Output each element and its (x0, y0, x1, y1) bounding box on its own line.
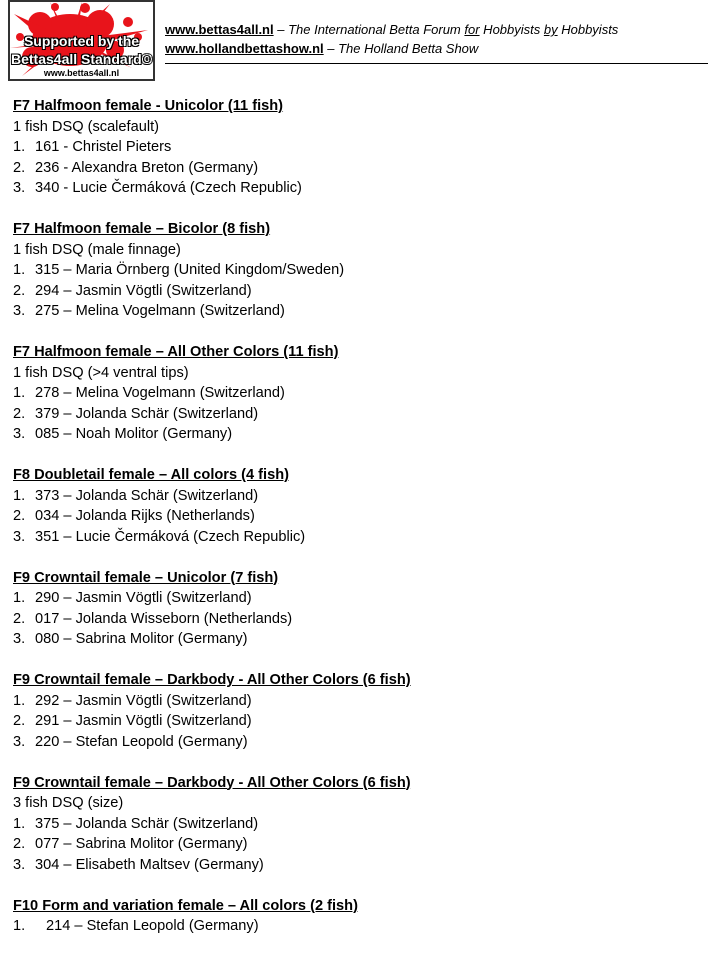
placement-text: 340 - Lucie Čermáková (Czech Republic) (35, 180, 302, 196)
header-line-1 (165, 20, 618, 39)
header-desc-1b: Hobbyists (479, 22, 544, 37)
placement-row (13, 691, 703, 712)
header-desc-1a: – The International Betta Forum (273, 22, 465, 37)
placement-number: 1. (13, 139, 26, 155)
class-title: F9 Crowntail female – Unicolor (7 fish) (13, 569, 279, 586)
placement-text: 290 – Jasmin Vögtli (Switzerland) (35, 590, 252, 606)
placement-text: 278 – Melina Vogelmann (Switzerland) (35, 385, 285, 401)
placement-text: 085 – Noah Molitor (Germany) (35, 426, 233, 442)
results-list (13, 96, 703, 957)
bettas4all-link[interactable]: www.bettas4all.nl (165, 22, 274, 37)
placement-number: 3. (13, 733, 26, 750)
placement-row (13, 404, 703, 425)
class-title: F8 Doubletail female – All colors (4 fish) (13, 467, 289, 483)
header-divider (165, 63, 708, 64)
placement-row (13, 609, 703, 630)
class-title: F7 Halfmoon female – Bicolor (8 fish) (13, 221, 271, 237)
placement-number: 2. (13, 405, 26, 422)
header-desc-2: – The Holland Betta Show (323, 41, 479, 56)
class-title: F9 Crowntail female – Darkbody - All Other Colors (6 fish) (13, 672, 411, 688)
placement-number: 1. (13, 692, 26, 709)
class-title: F9 Crowntail female – Darkbody - All Other Colors (6 fish) (13, 774, 411, 791)
placement-row (13, 527, 703, 548)
placement-row (13, 732, 703, 753)
placement-row (13, 260, 703, 281)
class-section (13, 465, 703, 547)
placement-number: 2. (13, 159, 26, 176)
placement-text: 220 – Stefan Leopold (Germany) (35, 733, 248, 750)
placement-row (13, 301, 703, 322)
placement-text: 375 – Jolanda Schär (Switzerland) (35, 815, 259, 832)
placement-text: 291 – Jasmin Vögtli (Switzerland) (35, 713, 252, 729)
placement-text: 077 – Sabrina Molitor (Germany) (35, 836, 248, 852)
dsq-note: 1 fish DSQ (>4 ventral tips) (13, 364, 189, 381)
placement-text: 080 – Sabrina Molitor (Germany) (35, 631, 248, 647)
placement-number: 3. (13, 528, 26, 545)
placement-text: 034 – Jolanda Rijks (Netherlands) (35, 508, 255, 524)
header-line-2 (165, 39, 618, 58)
placement-number: 2. (13, 508, 26, 524)
placement-row (13, 424, 703, 445)
placement-row (13, 814, 703, 835)
class-section (13, 670, 703, 752)
placement-row (13, 506, 703, 527)
placement-text: 373 – Jolanda Schär (Switzerland) (35, 487, 259, 504)
placement-row (13, 281, 703, 302)
placement-number: 3. (13, 856, 26, 873)
bettas4all-logo (8, 0, 155, 81)
dsq-note: 3 fish DSQ (size) (13, 795, 124, 811)
placement-number: 1. (13, 815, 26, 832)
placement-number: 2. (13, 610, 26, 627)
placement-text: 292 – Jasmin Vögtli (Switzerland) (35, 692, 252, 709)
placement-text: 304 – Elisabeth Maltsev (Germany) (35, 856, 264, 873)
class-section (13, 219, 703, 322)
placement-text: 294 – Jasmin Vögtli (Switzerland) (35, 282, 252, 299)
dsq-note: 1 fish DSQ (male finnage) (13, 241, 181, 258)
placement-number: 1. (13, 487, 26, 504)
placement-row (13, 158, 703, 179)
class-title: F7 Halfmoon female – All Other Colors (11 fish) (13, 344, 339, 360)
placement-number: 2. (13, 713, 26, 729)
placement-row (13, 383, 703, 404)
header-links (165, 20, 618, 58)
class-section (13, 568, 703, 650)
placement-row (13, 916, 703, 937)
placement-text: 275 – Melina Vogelmann (Switzerland) (35, 303, 285, 319)
page-header (0, 0, 710, 90)
placement-number: 3. (13, 303, 26, 319)
placement-text: 214 – Stefan Leopold (Germany) (46, 918, 259, 934)
placement-number: 3. (13, 631, 26, 647)
class-section (13, 896, 703, 937)
dsq-note: 1 fish DSQ (scalefault) (13, 118, 159, 135)
placement-text: 315 – Maria Örnberg (United Kingdom/Sweden) (35, 262, 345, 278)
class-section (13, 342, 703, 445)
placement-number: 2. (13, 282, 26, 299)
placement-row (13, 834, 703, 855)
class-title: F7 Halfmoon female - Unicolor (11 fish) (13, 98, 284, 114)
placement-row (13, 137, 703, 158)
placement-number: 2. (13, 836, 26, 852)
placement-row (13, 711, 703, 732)
hollandbettashow-link[interactable]: www.hollandbettashow.nl (165, 41, 324, 56)
placement-number: 1. (13, 918, 26, 934)
class-section (13, 96, 703, 199)
placement-row (13, 486, 703, 507)
logo-line-2: Bettas4all Standard© (10, 51, 153, 67)
placement-row (13, 178, 703, 199)
placement-number: 1. (13, 385, 26, 401)
header-desc-1c: Hobbyists (557, 22, 619, 37)
placement-number: 1. (13, 590, 26, 606)
class-title: F10 Form and variation female – All colors (2 fish) (13, 897, 358, 914)
placement-text: 017 – Jolanda Wisseborn (Netherlands) (35, 610, 293, 627)
header-desc-by: by (543, 22, 558, 37)
placement-text: 379 – Jolanda Schär (Switzerland) (35, 405, 259, 422)
logo-line-1: Supported by the (23, 33, 140, 49)
class-section (13, 773, 703, 876)
placement-text: 161 - Christel Pieters (35, 139, 172, 155)
placement-number: 1. (13, 262, 26, 278)
placement-text: 236 - Alexandra Breton (Germany) (35, 159, 259, 176)
placement-text: 351 – Lucie Čermáková (Czech Republic) (35, 528, 306, 545)
placement-row (13, 855, 703, 876)
placement-row (13, 588, 703, 609)
placement-number: 3. (13, 426, 26, 442)
header-desc-for: for (464, 22, 480, 37)
placement-row (13, 629, 703, 650)
logo-url: www.bettas4all.nl (43, 68, 120, 78)
placement-number: 3. (13, 180, 26, 196)
